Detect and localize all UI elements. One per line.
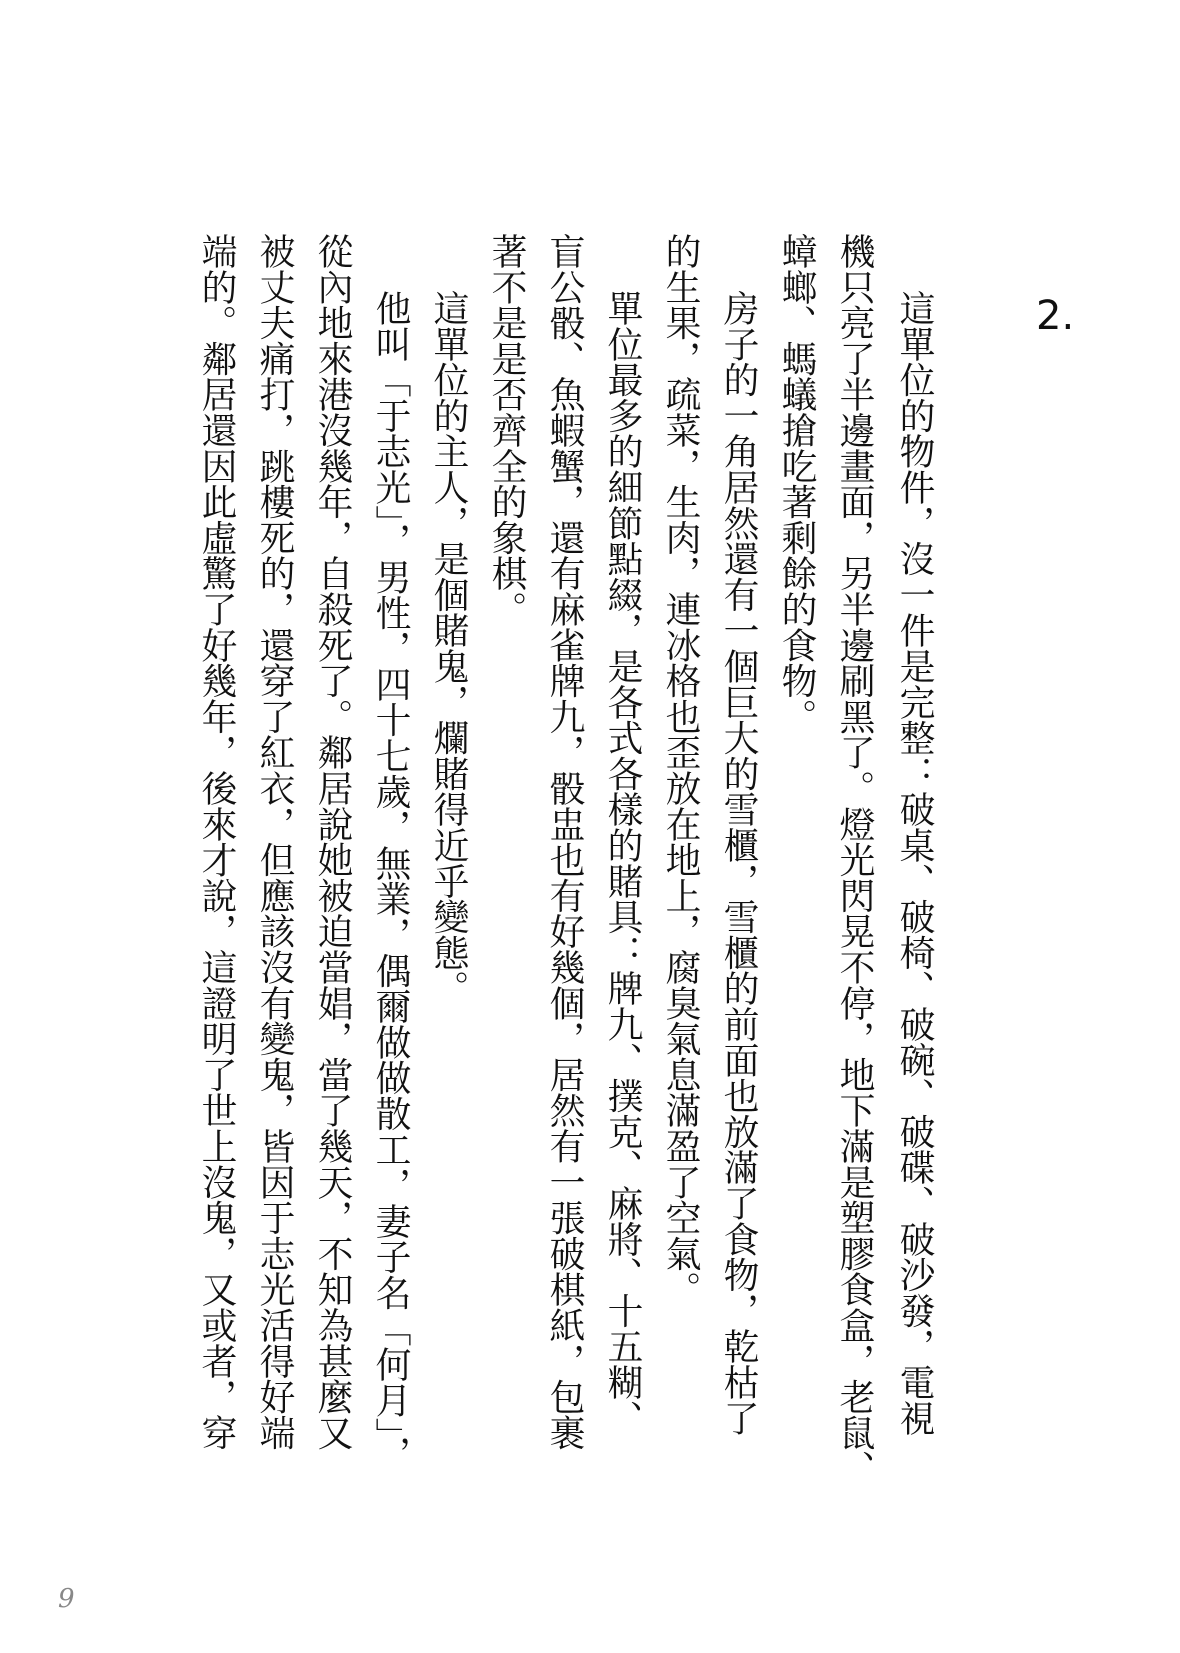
text-column-5: 的生果，疏菜，生肉，連冰格也歪放在地上，腐臭氣息滿盈了空氣。 (660, 233, 701, 1307)
text-column-8: 著不是是否齊全的象棋。 (486, 233, 527, 627)
text-column-13: 端的。鄰居還因此虛驚了好幾年，後來才說，這證明了世上沒鬼，又或者，穿 (196, 233, 237, 1451)
text-column-2: 機只亮了半邊畫面，另半邊刷黑了。燈光閃晃不停，地下滿是塑膠食盒，老鼠、 (834, 233, 875, 1486)
text-column-10: 他叫「于志光」，男性，四十七歲，無業，偶爾做做散工，妻子名「何月」， (370, 290, 411, 1472)
text-column-12: 被丈夫痛打，跳樓死的，還穿了紅衣，但應該沒有變鬼，皆因于志光活得好端 (254, 233, 295, 1451)
text-column-9: 這單位的主人，是個賭鬼，爛賭得近乎變態。 (428, 290, 469, 1006)
text-column-4: 房子的一角居然還有一個巨大的雪櫃，雪櫃的前面也放滿了食物，乾枯了 (718, 290, 759, 1436)
text-column-7: 盲公骰、魚蝦蟹，還有麻雀牌九，骰盅也有好幾個，居然有一張破棋紙，包裹 (544, 233, 585, 1451)
text-column-11: 從內地來港沒幾年，自殺死了。鄰居說她被迫當娼，當了幾天，不知為甚麼又 (312, 233, 353, 1451)
text-column-3: 蟑螂、螞蟻搶吃著剩餘的食物。 (776, 233, 817, 735)
page-number: 9 (58, 1584, 75, 1614)
text-column-6: 單位最多的細節點綴，是各式各樣的賭具：牌九、撲克、麻將、十五糊、 (602, 290, 643, 1436)
section-number: 2. (1036, 293, 1075, 339)
text-column-1: 這單位的物件，沒一件是完整：破桌、破椅、破碗、破碟、破沙發，電視 (894, 290, 935, 1436)
